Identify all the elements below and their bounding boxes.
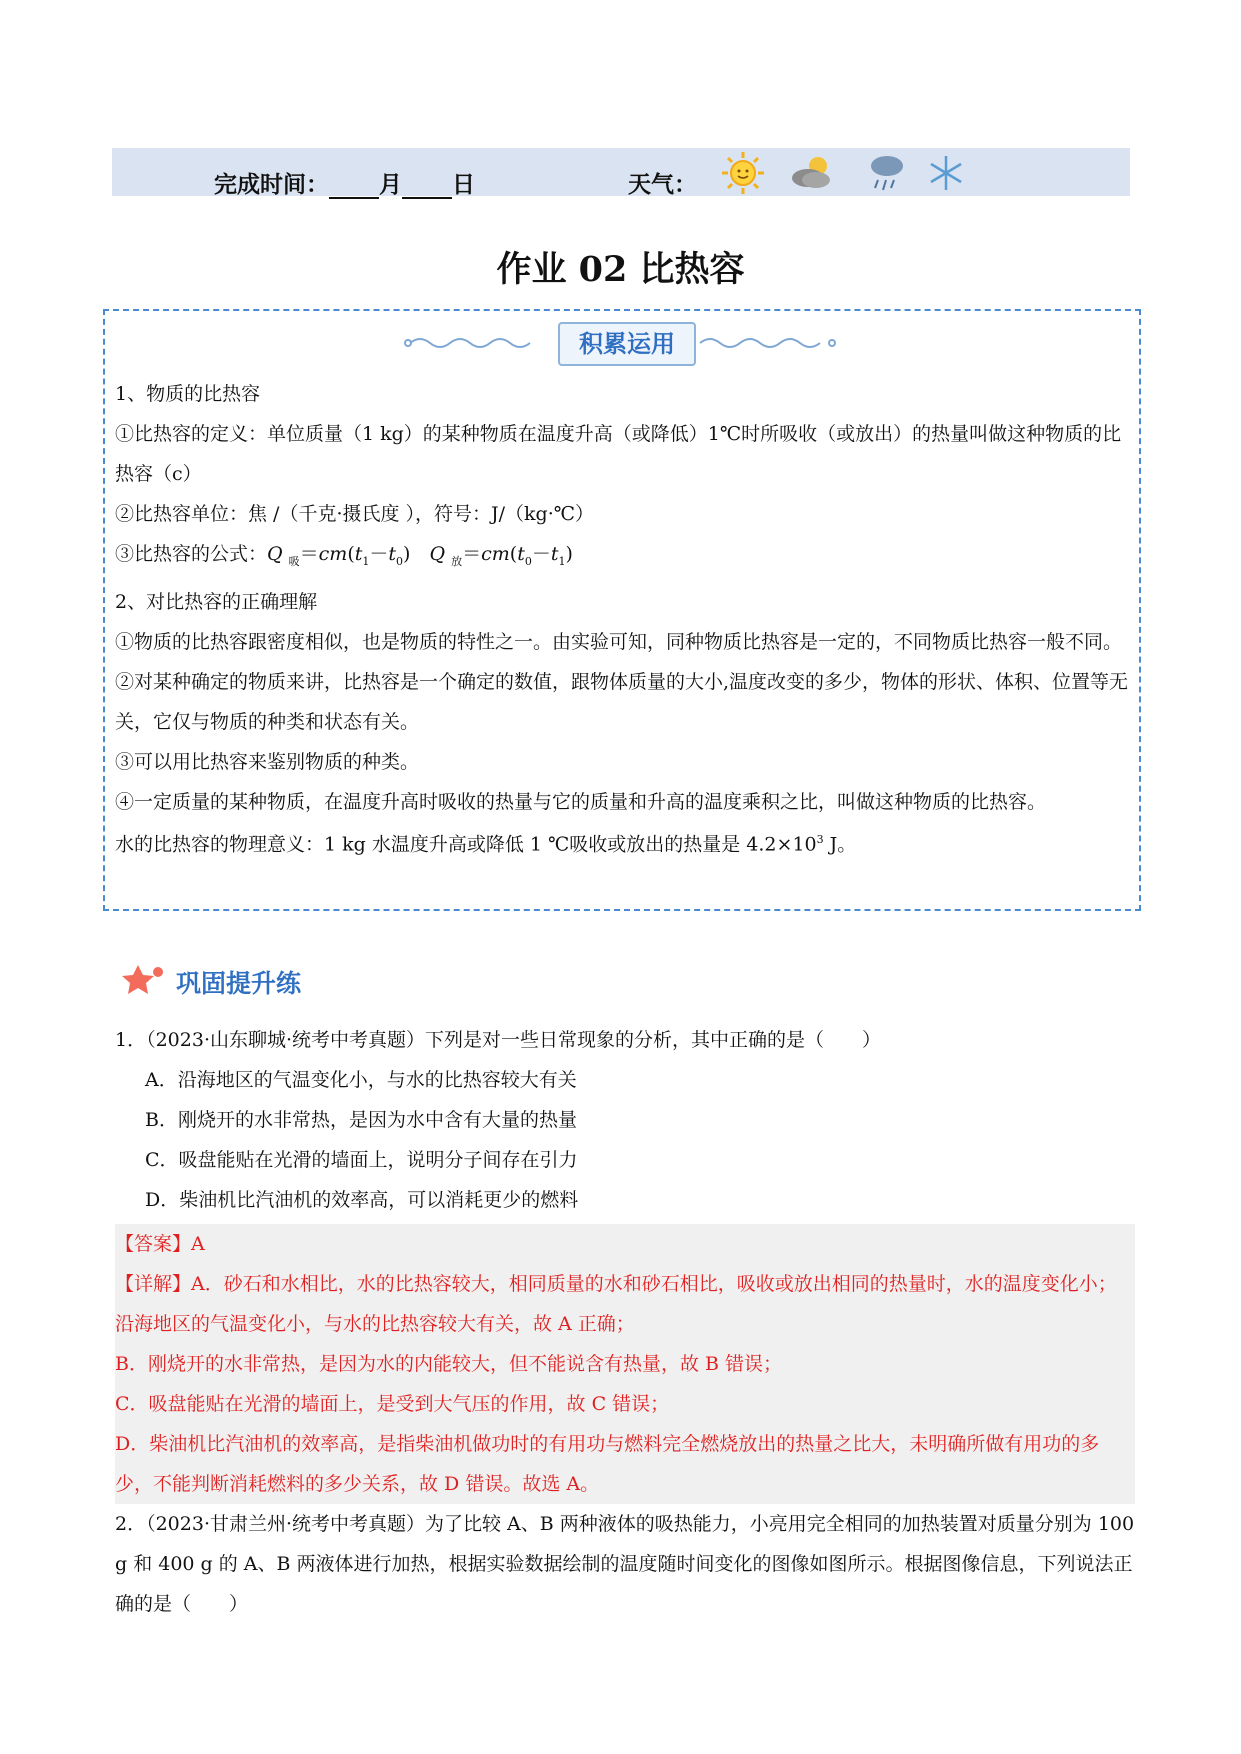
knowledge-line: 水的比热容的物理意义：1 kg 水温度升高或降低 1 ℃吸收或放出的热量是 $4.2\times 10^3$ J。 — [115, 832, 857, 856]
q1-answer: 【答案】A — [115, 1233, 205, 1255]
rain-cloud-icon[interactable] — [866, 150, 908, 196]
weather-label: 天气： — [628, 172, 697, 198]
q1-detail: 【详解】A．砂石和水相比，水的比热容较大，相同质量的水和砂石相比，吸收或放出相同的热量时，水的温度变化小；沿海地区的气温变化小，与水的比热容较大有关，故 A 正确； — [115, 1273, 1117, 1335]
q1-option-d[interactable]: D．柴油机比汽油机的效率高，可以消耗更少的燃料 — [145, 1189, 579, 1211]
star-icon — [120, 962, 176, 998]
knowledge-line: ②对某种确定的物质来讲，比热容是一个确定的数值，跟物体质量的大小,温度改变的多少，物体的形状、体积、位置等无关，它仅与物质的种类和状态有关。 — [115, 670, 1129, 733]
formula-prefix: ③比热容的公式： — [115, 543, 268, 565]
completion-time — [214, 166, 475, 199]
q1-detail: C．吸盘能贴在光滑的墙面上，是受到大气压的作用，故 C 错误； — [115, 1393, 670, 1415]
day-blank[interactable] — [402, 177, 452, 199]
q2-stem: 2．（2023·甘肃兰州·统考中考真题）为了比较 A、B 两种液体的吸热能力，小亮用完全相同的加热装置对质量分别为 100 g 和 400 g 的 A、B 两液体进行加热，根据实验数据绘制的温度随时间变化的图像如图所示。根据图像信息，下列说法正确的是（ ） — [115, 1513, 1135, 1615]
day-label: 日 — [452, 172, 475, 198]
knowledge-line: ④一定质量的某种物质，在温度升高时吸收的热量与它的质量和升高的温度乘积之比，叫做这种物质的比热容。 — [115, 790, 1047, 813]
knowledge-line: ③可以用比热容来鉴别物质的种类。 — [115, 750, 420, 773]
q1-answer-block — [115, 1224, 1135, 1504]
q1-stem: 1．（2023·山东聊城·统考中考真题）下列是对一些日常现象的分析，其中正确的是（ ） — [115, 1029, 882, 1051]
q1-option-b[interactable]: B．刚烧开的水非常热，是因为水中含有大量的热量 — [145, 1109, 577, 1131]
partly-cloudy-icon[interactable] — [786, 150, 838, 196]
q1-option-c[interactable]: C．吸盘能贴在光滑的墙面上，说明分子间存在引力 — [145, 1149, 578, 1171]
q1-detail: B．刚烧开的水非常热，是因为水的内能较大，但不能说含有热量，故 B 错误； — [115, 1353, 783, 1375]
completion-label: 完成时间： — [214, 172, 329, 198]
knowledge-text — [115, 374, 1135, 862]
formula-line: ③比热容的公式：Q $_吸=cm(t_1-t_0)$ Q $_放=cm(t_0-t_1)$ — [115, 543, 573, 568]
snowflake-icon[interactable] — [926, 150, 966, 196]
questions — [115, 1020, 1135, 1624]
sun-icon[interactable] — [718, 150, 768, 196]
banner-label: 积累运用 — [558, 322, 696, 366]
knowledge-line: 2、对比热容的正确理解 — [115, 590, 318, 613]
section-title: 巩固提升练 — [176, 969, 302, 998]
knowledge-line: ①物质的比热容跟密度相似，也是物质的特性之一。由实验可知，同种物质比热容是一定的，不同物质比热容一般不同。 — [115, 630, 1123, 653]
q1-option-a[interactable]: A．沿海地区的气温变化小，与水的比热容较大有关 — [145, 1069, 577, 1091]
knowledge-line: ①比热容的定义：单位质量（1 kg）的某种物质在温度升高（或降低）1℃时所吸收（或放出）的热量叫做这种物质的比热容（c） — [115, 423, 1122, 485]
q1-detail: D．柴油机比汽油机的效率高，是指柴油机做功时的有用功与燃料完全燃烧放出的热量之比大，未明确所做有用功的多少，不能判断消耗燃料的多少关系，故 D 错误。故选 A。 — [115, 1433, 1100, 1495]
month-blank[interactable] — [329, 177, 379, 199]
page-title: 作业 02 比热容 — [496, 249, 745, 290]
knowledge-line: 1、物质的比热容 — [115, 383, 261, 405]
knowledge-line: ②比热容单位：焦 /（千克·摄氏度 ），符号：J/（kg·℃） — [115, 503, 595, 525]
month-label: 月 — [379, 172, 402, 198]
